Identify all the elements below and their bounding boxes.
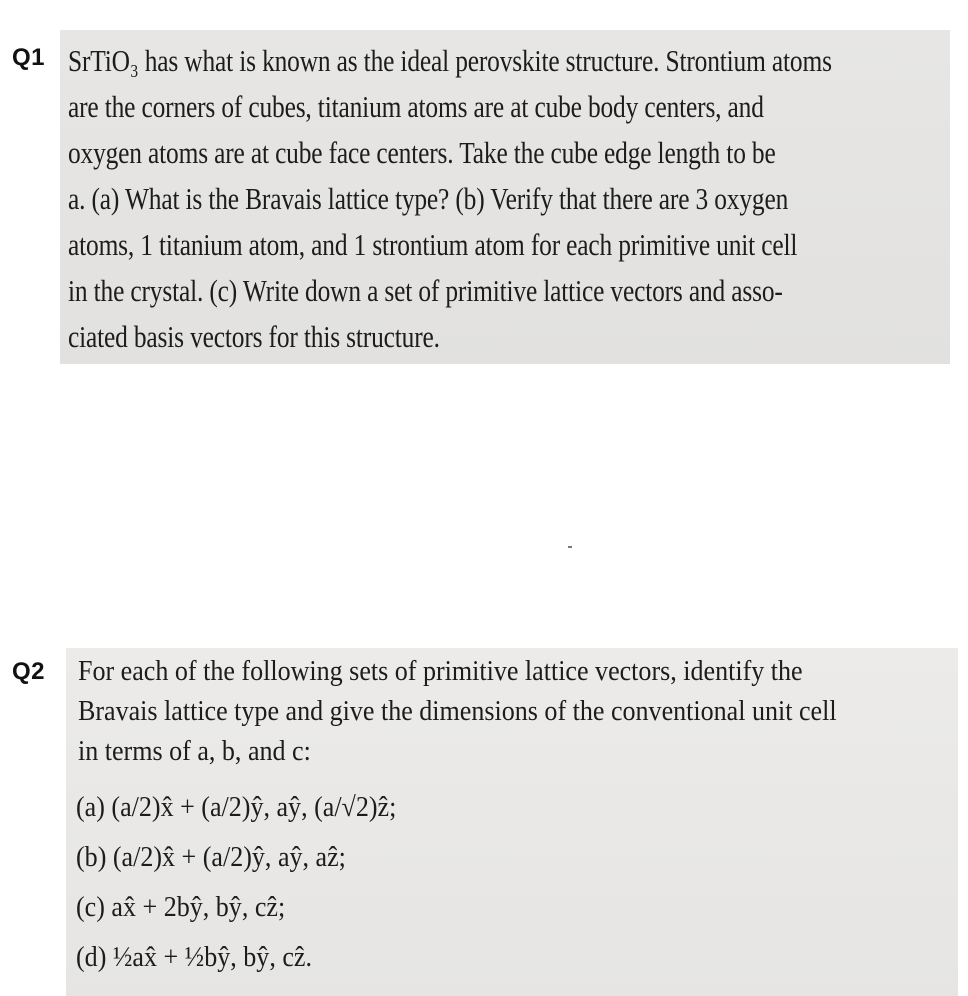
question-1-line: are the corners of cubes, titanium atoms are at cube body centers, and	[68, 89, 764, 124]
question-1-line: ciated basis vectors for this structure.	[68, 319, 440, 354]
question-1-line: oxygen atoms are at cube face centers. Take the cube edge length to be	[68, 135, 776, 170]
question-2-intro-line: in terms of a, b, and c:	[78, 736, 311, 767]
question-2-item-d: (d) ½ax̂ + ½bŷ, bŷ, cẑ.	[76, 942, 312, 973]
question-2-intro-line: Bravais lattice type and give the dimensions of the conventional unit cell	[78, 696, 837, 727]
question-1-label: Q1	[12, 44, 46, 71]
question-2-scan	[66, 648, 958, 996]
question-2-item-b: (b) (a/2)x̂ + (a/2)ŷ, aŷ, aẑ;	[76, 842, 346, 873]
question-2-intro-line: For each of the following sets of primitive lattice vectors, identify the	[78, 656, 803, 687]
question-1-line: a. (a) What is the Bravais lattice type? (b) Verify that there are 3 oxygen	[68, 181, 789, 216]
question-2-item-c: (c) ax̂ + 2bŷ, bŷ, cẑ;	[76, 892, 286, 923]
question-1-line: atoms, 1 titanium atom, and 1 strontium atom for each primitive unit cell	[68, 227, 798, 262]
question-2-item-a: (a) (a/2)x̂ + (a/2)ŷ, aŷ, (a/√2)ẑ;	[76, 792, 397, 823]
question-1-line: in the crystal. (c) Write down a set of primitive lattice vectors and asso-	[68, 273, 783, 308]
question-1-line: SrTiO₃ has what is known as the ideal perovskite structure. Strontium atoms	[68, 43, 832, 78]
scan-speck	[568, 546, 572, 548]
question-1-scan	[60, 30, 950, 364]
question-2-label: Q2	[12, 658, 46, 685]
